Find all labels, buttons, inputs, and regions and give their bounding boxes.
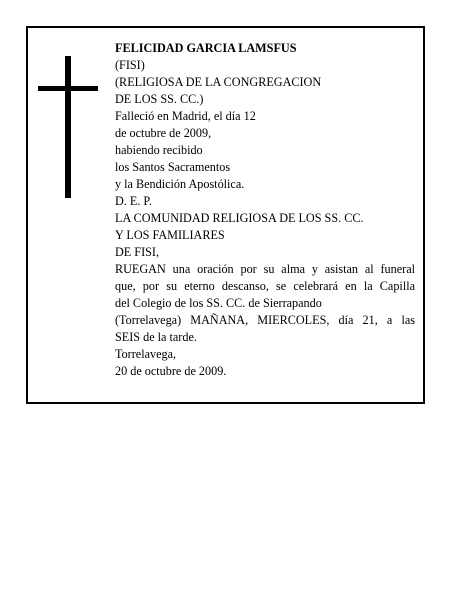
- deceased-name: FELICIDAD GARCIA LAMSFUS: [115, 41, 297, 55]
- notice-place: Torrelavega,: [115, 347, 177, 361]
- obituary-notice: [26, 26, 425, 404]
- notice-date: 20 de octubre de 2009.: [115, 364, 227, 378]
- rest-in-peace: D. E. P.: [115, 194, 152, 208]
- funeral-request-line-2: que, por su eterno descanso, se celebrará en la Capilla: [115, 279, 415, 293]
- cross-vertical-bar: [65, 56, 71, 198]
- cross-icon: [38, 56, 98, 198]
- religious-order-line-2: DE LOS SS. CC.): [115, 92, 204, 106]
- funeral-request-line-1: RUEGAN una oración por su alma y asistan al funeral: [115, 262, 415, 276]
- notice-text: [115, 40, 415, 380]
- religious-order-line-1: (RELIGIOSA DE LA CONGREGACION: [115, 75, 322, 89]
- mourners-line-2: Y LOS FAMILIARES: [115, 228, 225, 242]
- funeral-request-line-4: (Torrelavega) MAÑANA, MIERCOLES, día 21, a las: [115, 313, 415, 327]
- sacraments-line-2: los Santos Sacramentos: [115, 160, 231, 174]
- death-info-line-2: de octubre de 2009,: [115, 126, 212, 140]
- mourners-line-3: DE FISI,: [115, 245, 160, 259]
- deceased-alias: (FISI): [115, 58, 145, 72]
- cross-horizontal-bar: [38, 86, 98, 91]
- death-info-line-1: Falleció en Madrid, el día 12: [115, 109, 256, 123]
- mourners-line-1: LA COMUNIDAD RELIGIOSA DE LOS SS. CC.: [115, 211, 364, 225]
- sacraments-line-3: y la Bendición Apostólica.: [115, 177, 245, 191]
- sacraments-line-1: habiendo recibido: [115, 143, 203, 157]
- funeral-request-line-3: del Colegio de los SS. CC. de Sierrapando: [115, 296, 322, 310]
- funeral-request-line-5: SEIS de la tarde.: [115, 330, 197, 344]
